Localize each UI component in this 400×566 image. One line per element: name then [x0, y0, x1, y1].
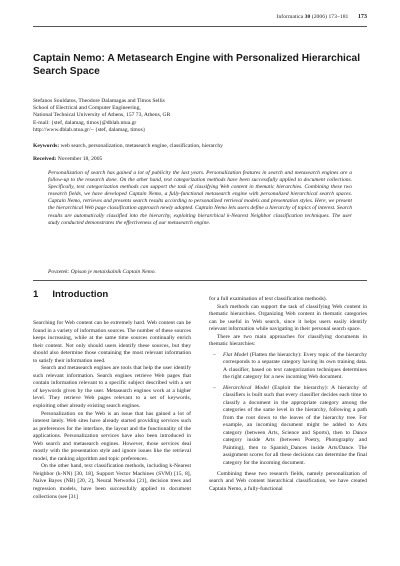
list-item-text: (Exploit the hierarchy): A hierarchy of classifiers is built such that every classifier decides each time to classify a document in the appropriate category among the categories of the same level in the hierarchy, following a path from the root down to the leaves of the hierarchy tree. For example, an incoming document might be added to Arts category (between Arts, Science and Sports), then to Dance category inside Arts (between Poetry, Photography and Painting), then to Spanish_Dances inside Arts/Dance. The assignment scores for all these decisions can determine the final category for the incoming document. — [223, 384, 367, 466]
affiliation-line-2: National Technical University of Athens, 157 73, Athens, GR — [33, 112, 171, 119]
paragraph: Search and metasearch engines are tools that help the user identify such relevant information. Search engines retrieve Web pages that contain information relevant to a specific subject described with a set of keywords given by the user. Metasearch engines work at a higher level. They retrieve Web pages relevant to a set of keywords, exploiting other already existing search engines. — [33, 365, 191, 410]
paper-title: Captain Nemo: A Metasearch Engine with Personalized Hierarchical Search Space — [33, 53, 361, 77]
keywords-text: web search, personalization, metasearch engine, classification, hierarchy — [60, 143, 223, 149]
author-email: E-mail: {stef, dalamag, timos}@dblab.ntua.gr — [33, 119, 137, 126]
model-list — [209, 352, 367, 468]
list-item-text: (Flatten the hierarchy): Every topic of the hierarchy corresponds to a separate category having its own training data. A classifier, based on text categorization techniques determines the right category for a new incoming Web document. — [223, 351, 367, 381]
list-item — [209, 352, 367, 382]
received-date: November 18, 2005 — [57, 156, 103, 162]
keywords-label: Keywords: — [33, 143, 60, 149]
page-number: 173 — [357, 14, 367, 20]
paragraph: Searching for Web content can be extremely hard. Web content can be found in a variety of information sources. The number of these sources keeps increasing, while at the same time sources continually enrich their content. Not only should users identify these sources, but they should also determine those containing the most relevant information to satisfy their information need. — [33, 320, 191, 364]
abstract-rule — [33, 280, 367, 281]
list-item-lead: Hierarchical Model — [223, 384, 269, 391]
list-item — [209, 385, 367, 468]
section-number: 1 — [33, 289, 39, 300]
journal-year-pages: (2006) 173–181 — [311, 14, 349, 20]
paragraph: On the other hand, text classification methods, including k-Nearest Neighbor (k-NN) [30, 18], Support Vector Machines (SVM) [15, 8], Naive Bayes (NB) [20, 2], Neural Networks [21], decision trees and regression models, have been successfully applied to document collections (see [31] — [33, 463, 191, 500]
abstract: Personalization of search has gained a lot of publicity the last years. Personalization features in search and metasearch engines are a follow-up to the research done. On the other hand, text categorization methods have been successfully applied to document collections. Specifically, text categorization methods can support the task of classifying Web content in thematic hierarchies. Combining these two research fields, we have developed Captain Nemo, a fully-functional metasearch engine with personalized hierarchical search spaces. Captain Nemo, retrieves and presents search results according to personalized retrieval models and presentation styles. Here, we present the hierarchical Web page classification approach newly adopted. Captain Nemo lets users define a hierarchy of topics of interest. Search results are automatically classified into the hierarchy, exploiting hierarchical k-Nearest Neighbor classification techniques. The user study conducted demonstrates the effectiveness of our metasearch engine. — [48, 170, 352, 226]
paragraph: There are two main approaches for classifying documents in thematic hierarchies: — [209, 333, 367, 348]
journal-volume: 30 — [304, 14, 311, 20]
right-column — [209, 296, 367, 493]
header-rule — [33, 26, 367, 27]
dash-bullet: – — [213, 384, 216, 391]
received-line — [33, 156, 367, 163]
received-label: Received: — [33, 156, 57, 162]
author-block — [33, 98, 367, 134]
list-item-lead: Flat Model — [223, 351, 249, 358]
affiliation-line-1: School of Electrical and Computer Engineering, — [33, 105, 141, 112]
paragraph: for a full examination of text classification methods). — [209, 296, 327, 302]
author-web: http://www.dblab.ntua.gr/~ {stef, dalamag, timos} — [33, 126, 146, 133]
paragraph: Such methods can support the task of classifying Web content in thematic hierarchies. Organizing Web content in thematic categories can be useful in Web search, since it helps users easily identify relevant information while navigating in their personal search space. — [209, 303, 367, 333]
journal-name: Informatica — [276, 14, 304, 20]
running-head — [277, 14, 367, 20]
left-column — [33, 320, 191, 501]
section-title: Introduction — [52, 289, 109, 300]
dash-bullet: – — [213, 351, 216, 358]
keywords-line — [33, 143, 367, 150]
paragraph: Combining these two research fields, namely personalization of search and Web content hierarchical classification, we have created Captain Nemo, a fully-functional — [209, 470, 367, 492]
paragraph: Personalization on the Web is an issue that has gained a lot of interest lately. Web sites have already started providing services such as preferences for the interface, the layout and the functionality of the applications. Personalization services have also been introduced in Web search and metasearch engines. However, those services deal mostly with the presentation style and ignore issues like the retrieval model, the ranking algorithm and topic preferences. — [33, 410, 191, 462]
author-names: Stefanos Souldatos, Theodore Dalamagas and Timos Sellis — [33, 98, 165, 104]
section-heading — [33, 289, 108, 300]
povzetek: Povzetek: Opisan je metaiskalnik Captain Nemo. — [48, 269, 156, 275]
